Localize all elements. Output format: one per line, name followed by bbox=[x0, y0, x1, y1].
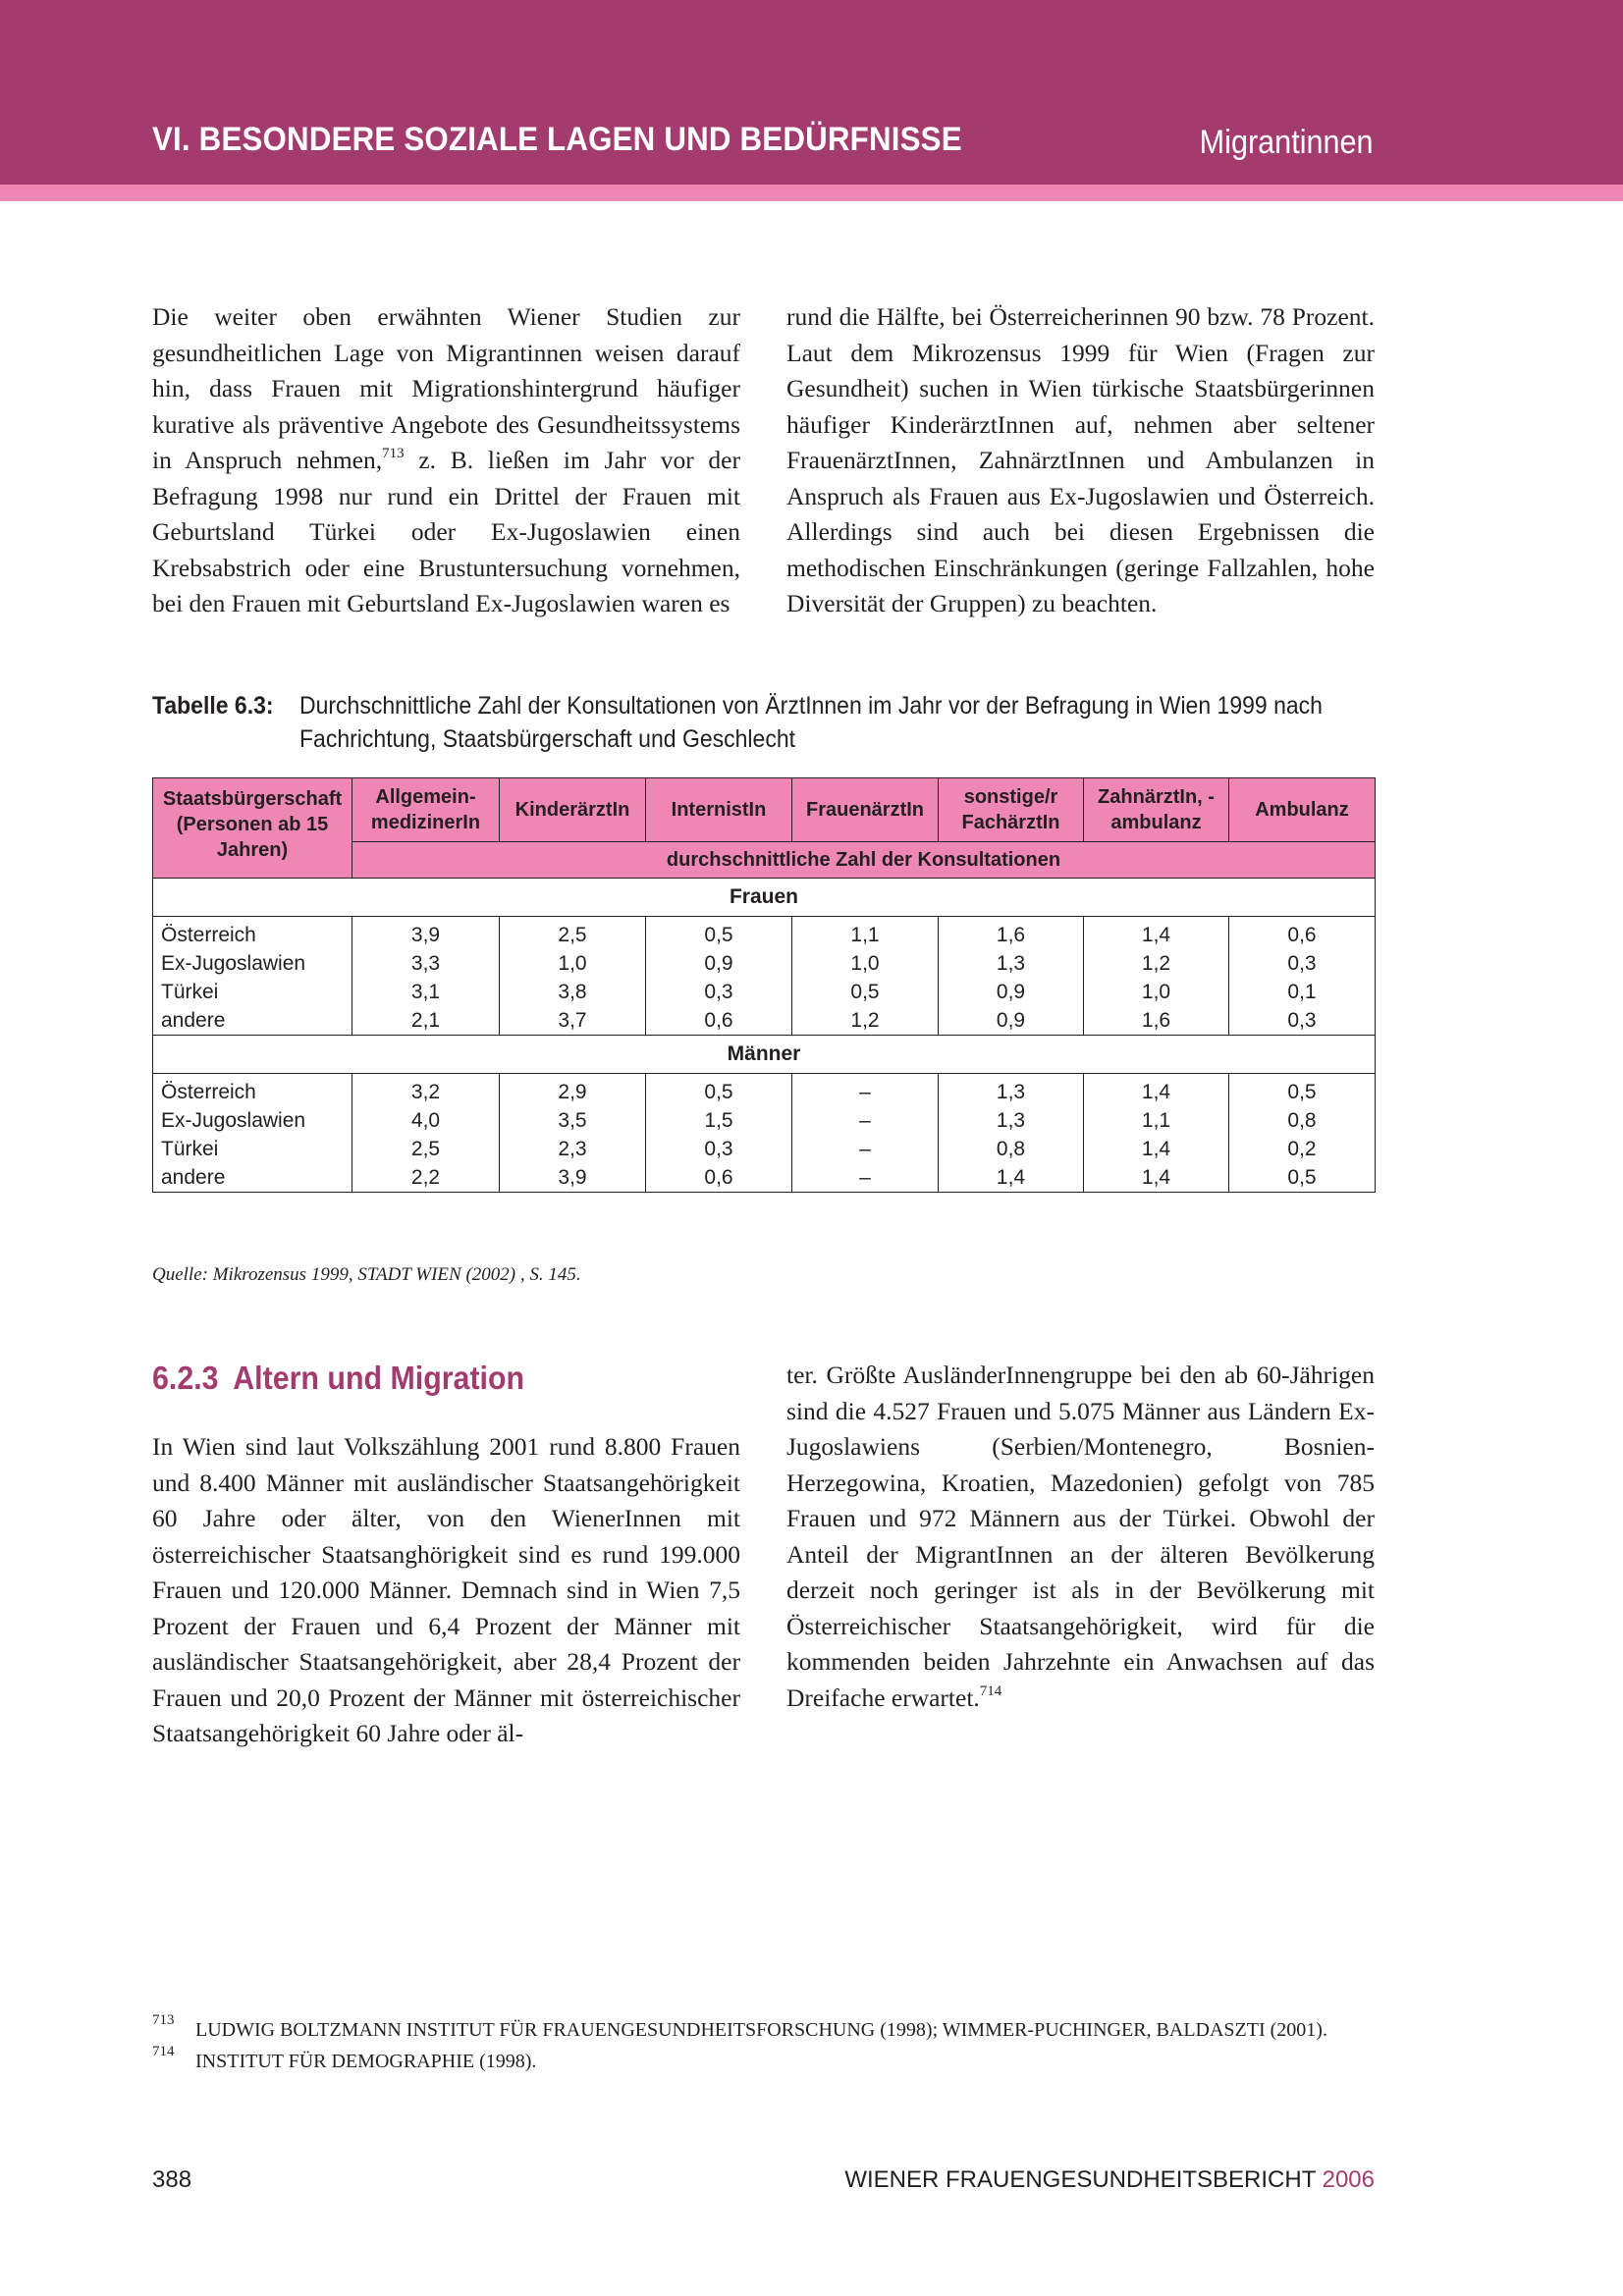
table-value: 1,2 bbox=[1141, 952, 1171, 975]
value-cell bbox=[939, 1074, 1084, 1193]
table-value: 0,5 bbox=[704, 1081, 733, 1103]
column-header: InternistIn bbox=[646, 778, 792, 842]
table-value: 1,0 bbox=[850, 952, 880, 975]
column-header: FrauenärztIn bbox=[792, 778, 939, 842]
table-value: 3,5 bbox=[558, 1109, 587, 1132]
table-caption-text: Durchschnittliche Zahl der Konsultationen von ÄrztInnen im Jahr vor der Befragung in Wien 1999 nach Fachrichtung, Staatsbürgerschaft und Geschlecht bbox=[299, 692, 1323, 753]
table-value: 1,2 bbox=[850, 1009, 880, 1032]
group-label: Frauen bbox=[153, 879, 1376, 917]
table-value: 2,1 bbox=[410, 1009, 441, 1032]
table-value: 0,3 bbox=[704, 981, 733, 1003]
table-value: 0,5 bbox=[1287, 1166, 1317, 1189]
value-cell bbox=[1084, 917, 1229, 1036]
value-cell bbox=[500, 1074, 646, 1193]
table-value: 0,6 bbox=[704, 1009, 733, 1032]
table-value: – bbox=[859, 1081, 871, 1103]
value-cell bbox=[1084, 1074, 1229, 1193]
table-value: 1,4 bbox=[1141, 1166, 1171, 1189]
table-value: 2,9 bbox=[558, 1081, 587, 1103]
header-stripe bbox=[0, 185, 1623, 201]
table-value: 1,4 bbox=[1141, 1081, 1171, 1103]
value-cell bbox=[939, 917, 1084, 1036]
table-value: 2,2 bbox=[410, 1166, 441, 1189]
table-value: 0,5 bbox=[850, 981, 880, 1003]
table-value: 0,6 bbox=[704, 1166, 733, 1189]
country-name: Österreich bbox=[161, 1081, 256, 1103]
table-value: 1,5 bbox=[704, 1109, 733, 1132]
table-value: – bbox=[859, 1109, 871, 1132]
table-value: – bbox=[859, 1138, 871, 1160]
unit-row: durchschnittliche Zahl der Konsultationen bbox=[352, 842, 1376, 879]
table-value: 1,0 bbox=[558, 952, 587, 975]
value-cell bbox=[1229, 917, 1376, 1036]
footnote-number: 714 bbox=[152, 2044, 175, 2059]
table-value: 1,6 bbox=[1141, 1009, 1171, 1032]
table-value: 1,4 bbox=[1141, 1138, 1171, 1160]
column-header: sonstige/r FachärztIn bbox=[939, 778, 1084, 842]
table-value: 0,2 bbox=[1287, 1138, 1317, 1160]
table-value: 0,8 bbox=[996, 1138, 1026, 1160]
section-heading bbox=[152, 1360, 524, 1397]
table-value: 0,1 bbox=[1287, 981, 1317, 1003]
value-cell bbox=[500, 917, 646, 1036]
section-name: Migrantinnen bbox=[1200, 124, 1374, 161]
table-row-block bbox=[153, 917, 1376, 1036]
country-names-cell bbox=[153, 1074, 352, 1193]
country-name: Ex-Jugoslawien bbox=[161, 1109, 306, 1132]
table-value: 1,1 bbox=[850, 924, 880, 946]
intro-left-column bbox=[152, 299, 740, 622]
section-left-paragraph: In Wien sind laut Volkszählung 2001 rund 8.800 Frauen und 8.400 Männer mit ausländischer Staatsangehörigkeit 60 Jahre oder älter, von den WienerInnen mit österreichischer Staatsanghörigkeit sind es rund 199.000 Frauen und 120.000 Männer. Demnach sind in Wien 7,5 Prozent der Frauen und 6,4 Prozent der Männer mit ausländischer Staatsangehörigkeit, aber 28,4 Prozent der Frauen und 20,0 Prozent der Männer mit österreichischer Staatsangehörigkeit 60 Jahre oder äl- bbox=[152, 1432, 740, 1747]
table-value: 1,1 bbox=[1141, 1109, 1171, 1132]
table-value: 1,3 bbox=[996, 952, 1026, 975]
section-title: Altern und Migration bbox=[233, 1360, 525, 1396]
row-header-cell: Staatsbürgerschaft (Personen ab 15 Jahren) bbox=[153, 778, 352, 879]
group-label: Männer bbox=[153, 1036, 1376, 1074]
table-value: 0,6 bbox=[1287, 924, 1317, 946]
table-value: 3,9 bbox=[558, 1166, 587, 1189]
intro-right-column bbox=[786, 299, 1375, 622]
table-value: 0,3 bbox=[704, 1138, 733, 1160]
intro-right-paragraph: rund die Hälfte, bei Österreicherinnen 90 bzw. 78 Prozent. Laut dem Mikrozensus 1999 für Wien (Fragen zur Gesundheit) suchen in Wien türkische Staatsbürgerinnen häufiger KinderärztInnen auf, nehmen aber seltener FrauenärztInnen, ZahnärztInnen und Ambulanzen in Anspruch als Frauen aus Ex-Jugoslawien und Österreich. Allerdings sind auch bei diesen Ergebnissen die methodischen Einschränkungen (geringe Fallzahlen, hohe Diversität der Gruppen) zu beachten. bbox=[786, 302, 1375, 617]
table-value: – bbox=[859, 1166, 871, 1189]
section-number: 6.2.3 bbox=[152, 1360, 219, 1396]
footnote-ref-714[interactable]: 714 bbox=[979, 1682, 1002, 1699]
table-value: 1,4 bbox=[996, 1166, 1026, 1189]
table-value: 2,3 bbox=[558, 1138, 587, 1160]
table-source: Quelle: Mikrozensus 1999, STADT WIEN (2002) , S. 145. bbox=[152, 1264, 581, 1285]
footnote-text: LUDWIG BOLTZMANN INSTITUT FÜR FRAUENGESUNDHEITSFORSCHUNG (1998); WIMMER-PUCHINGER, BALDASZTI (2001). bbox=[195, 2019, 1327, 2041]
table-value: 3,2 bbox=[410, 1081, 441, 1103]
table-value: 2,5 bbox=[410, 1138, 441, 1160]
table-value: 0,5 bbox=[1287, 1081, 1317, 1103]
chapter-title: VI. BESONDERE SOZIALE LAGEN UND BEDÜRFNISSE bbox=[152, 121, 962, 158]
value-cell bbox=[1229, 1074, 1376, 1193]
table-value: 3,3 bbox=[410, 952, 441, 975]
country-names-cell bbox=[153, 917, 352, 1036]
table-value: 0,9 bbox=[704, 952, 733, 975]
page-number: 388 bbox=[152, 2166, 192, 2193]
table-value: 3,8 bbox=[558, 981, 587, 1003]
value-cell bbox=[352, 917, 500, 1036]
table-value: 2,5 bbox=[558, 924, 587, 946]
table-value: 1,6 bbox=[996, 924, 1026, 946]
table-value: 0,8 bbox=[1287, 1109, 1317, 1132]
country-name: Österreich bbox=[161, 924, 256, 946]
table-caption-label: Tabelle 6.3: bbox=[152, 692, 274, 720]
table-value: 0,3 bbox=[1287, 952, 1317, 975]
consultation-table bbox=[152, 777, 1376, 1193]
report-year: 2006 bbox=[1322, 2166, 1375, 2193]
value-cell bbox=[352, 1074, 500, 1193]
footnote-ref-713[interactable]: 713 bbox=[382, 446, 405, 461]
intro-left-paragraph: Die weiter oben erwähnten Wiener Studien zur gesundheitlichen Lage von Migrantinnen weisen darauf hin, dass Frauen mit Migrationshintergrund häufiger kurative als präventive Angebote des Gesundheitssystems in Anspruch nehmen,$^{713}$ z. B. ließen im Jahr vor der Befragung 1998 nur rund ein Drittel der Frauen mit Geburtsland Türkei oder Ex-Jugoslawien einen Krebsabstrich oder eine Brustuntersuchung vornehmen, bei den Frauen mit Geburtsland Ex-Jugoslawien waren es bbox=[152, 302, 740, 617]
country-name: andere bbox=[161, 1166, 226, 1189]
footnote-number: 713 bbox=[152, 2012, 175, 2028]
table-value: 4,0 bbox=[410, 1109, 441, 1132]
column-header: Ambulanz bbox=[1229, 778, 1376, 842]
section-right-column bbox=[786, 1358, 1375, 1716]
country-name: Türkei bbox=[161, 1138, 219, 1160]
table-value: 1,3 bbox=[996, 1109, 1026, 1132]
column-header: ZahnärztIn, -ambulanz bbox=[1084, 778, 1229, 842]
value-cell bbox=[792, 917, 939, 1036]
table-value: 3,9 bbox=[410, 924, 441, 946]
table-value: 0,5 bbox=[704, 924, 733, 946]
column-header: Allgemein-medizinerIn bbox=[352, 778, 500, 842]
table-value: 0,9 bbox=[996, 1009, 1026, 1032]
section-right-paragraph: ter. Größte AusländerInnengruppe bei den ab 60-Jährigen sind die 4.527 Frauen und 5.075 Männer aus Ländern Ex-Jugoslawiens (Serbien/Montenegro, Bosnien-Herzegowina, Kroatien, Mazedonien) gefolgt von 785 Frauen und 972 Männern aus der Türkei. Obwohl der Anteil der MigrantInnen an der älteren Bevölkerung derzeit noch geringer ist als in der Bevölkerung mit Österreichischer Staatsangehörigkeit, wird für die kommenden beiden Jahrzehnte ein Anwachsen auf das Dreifache erwartet.$^{714}$ bbox=[786, 1361, 1375, 1712]
table-row-block bbox=[153, 1074, 1376, 1193]
table-value: 1,3 bbox=[996, 1081, 1026, 1103]
footnote-text: INSTITUT FÜR DEMOGRAPHIE (1998). bbox=[195, 2051, 537, 2072]
country-name: Ex-Jugoslawien bbox=[161, 952, 306, 975]
value-cell bbox=[646, 1074, 792, 1193]
table-value: 3,1 bbox=[410, 981, 441, 1003]
table-value: 1,0 bbox=[1141, 981, 1171, 1003]
report-title: WIENER FRAUENGESUNDHEITSBERICHT 2006 bbox=[844, 2166, 1375, 2193]
column-header: KinderärztIn bbox=[500, 778, 646, 842]
table-value: 3,7 bbox=[558, 1009, 587, 1032]
table-value: 0,9 bbox=[996, 981, 1026, 1003]
section-left-column bbox=[152, 1429, 740, 1752]
table-value: 1,4 bbox=[1141, 924, 1171, 946]
value-cell bbox=[792, 1074, 939, 1193]
country-name: andere bbox=[161, 1009, 226, 1032]
country-name: Türkei bbox=[161, 981, 219, 1003]
value-cell bbox=[646, 917, 792, 1036]
table-value: 0,3 bbox=[1287, 1009, 1317, 1032]
